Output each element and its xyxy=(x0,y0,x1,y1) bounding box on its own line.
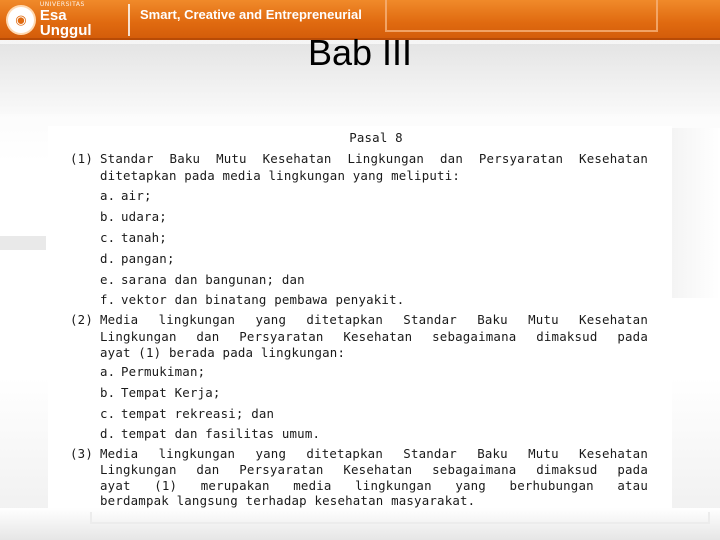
header-tagline: Smart, Creative and Entrepreneurial xyxy=(140,7,362,22)
slide-title: Bab III xyxy=(307,32,413,73)
background-footer-frame xyxy=(90,512,710,524)
section-line: ditetapkan pada media lingkungan yang meliputi: xyxy=(100,168,461,183)
list-letter: a. xyxy=(100,364,116,379)
list-item: tempat rekreasi; dan xyxy=(121,406,275,421)
background-accent-left xyxy=(0,236,46,250)
document-heading: Pasal 8 xyxy=(349,130,403,145)
logo-name: Esa Unggul xyxy=(39,7,92,39)
list-letter: d. xyxy=(100,251,116,266)
logo-emblem-icon: ◉ xyxy=(6,5,36,35)
section-line: Lingkungan dan Persyaratan Kesehatan sebagaimana dimaksud pada xyxy=(100,462,648,477)
list-item: pangan; xyxy=(121,251,175,266)
list-letter: b. xyxy=(100,209,116,224)
section-line: Media lingkungan yang ditetapkan Standar Baku Mutu Kesehatan xyxy=(100,312,648,327)
section-line: ayat (1) berada pada lingkungan: xyxy=(100,345,346,360)
section-number: (3) xyxy=(70,446,93,461)
list-letter: d. xyxy=(100,426,116,441)
document-image xyxy=(48,126,672,508)
section-line: Lingkungan dan Persyaratan Kesehatan sebagaimana dimaksud pada xyxy=(100,329,648,344)
section-line: ayat (1) merupakan media lingkungan yang berhubungan atau xyxy=(100,478,648,493)
list-item: udara; xyxy=(121,209,167,224)
list-letter: c. xyxy=(100,406,116,421)
background-accent-right xyxy=(672,128,720,298)
list-item: tempat dan fasilitas umum. xyxy=(121,426,321,441)
list-item: Permukiman; xyxy=(121,364,206,379)
list-item: tanah; xyxy=(121,230,167,245)
logo-small-text: UNIVERSITAS xyxy=(39,1,85,8)
list-item: vektor dan binatang pembawa penyakit. xyxy=(121,292,405,307)
section-line: Media lingkungan yang ditetapkan Standar Baku Mutu Kesehatan xyxy=(100,446,648,461)
list-item: sarana dan bangunan; dan xyxy=(121,272,305,287)
section-number: (2) xyxy=(70,312,93,327)
list-item: air; xyxy=(121,188,152,203)
section-line: berdampak langsung terhadap kesehatan masyarakat. xyxy=(100,493,476,508)
section-line: Standar Baku Mutu Kesehatan Lingkungan dan Persyaratan Kesehatan xyxy=(100,151,648,166)
list-item: Tempat Kerja; xyxy=(121,385,221,400)
header-frame xyxy=(385,0,658,32)
list-letter: a. xyxy=(100,188,116,203)
list-letter: c. xyxy=(100,230,116,245)
list-letter: b. xyxy=(100,385,116,400)
section-number: (1) xyxy=(70,151,93,166)
list-letter: f. xyxy=(100,292,116,307)
list-letter: e. xyxy=(100,272,116,287)
